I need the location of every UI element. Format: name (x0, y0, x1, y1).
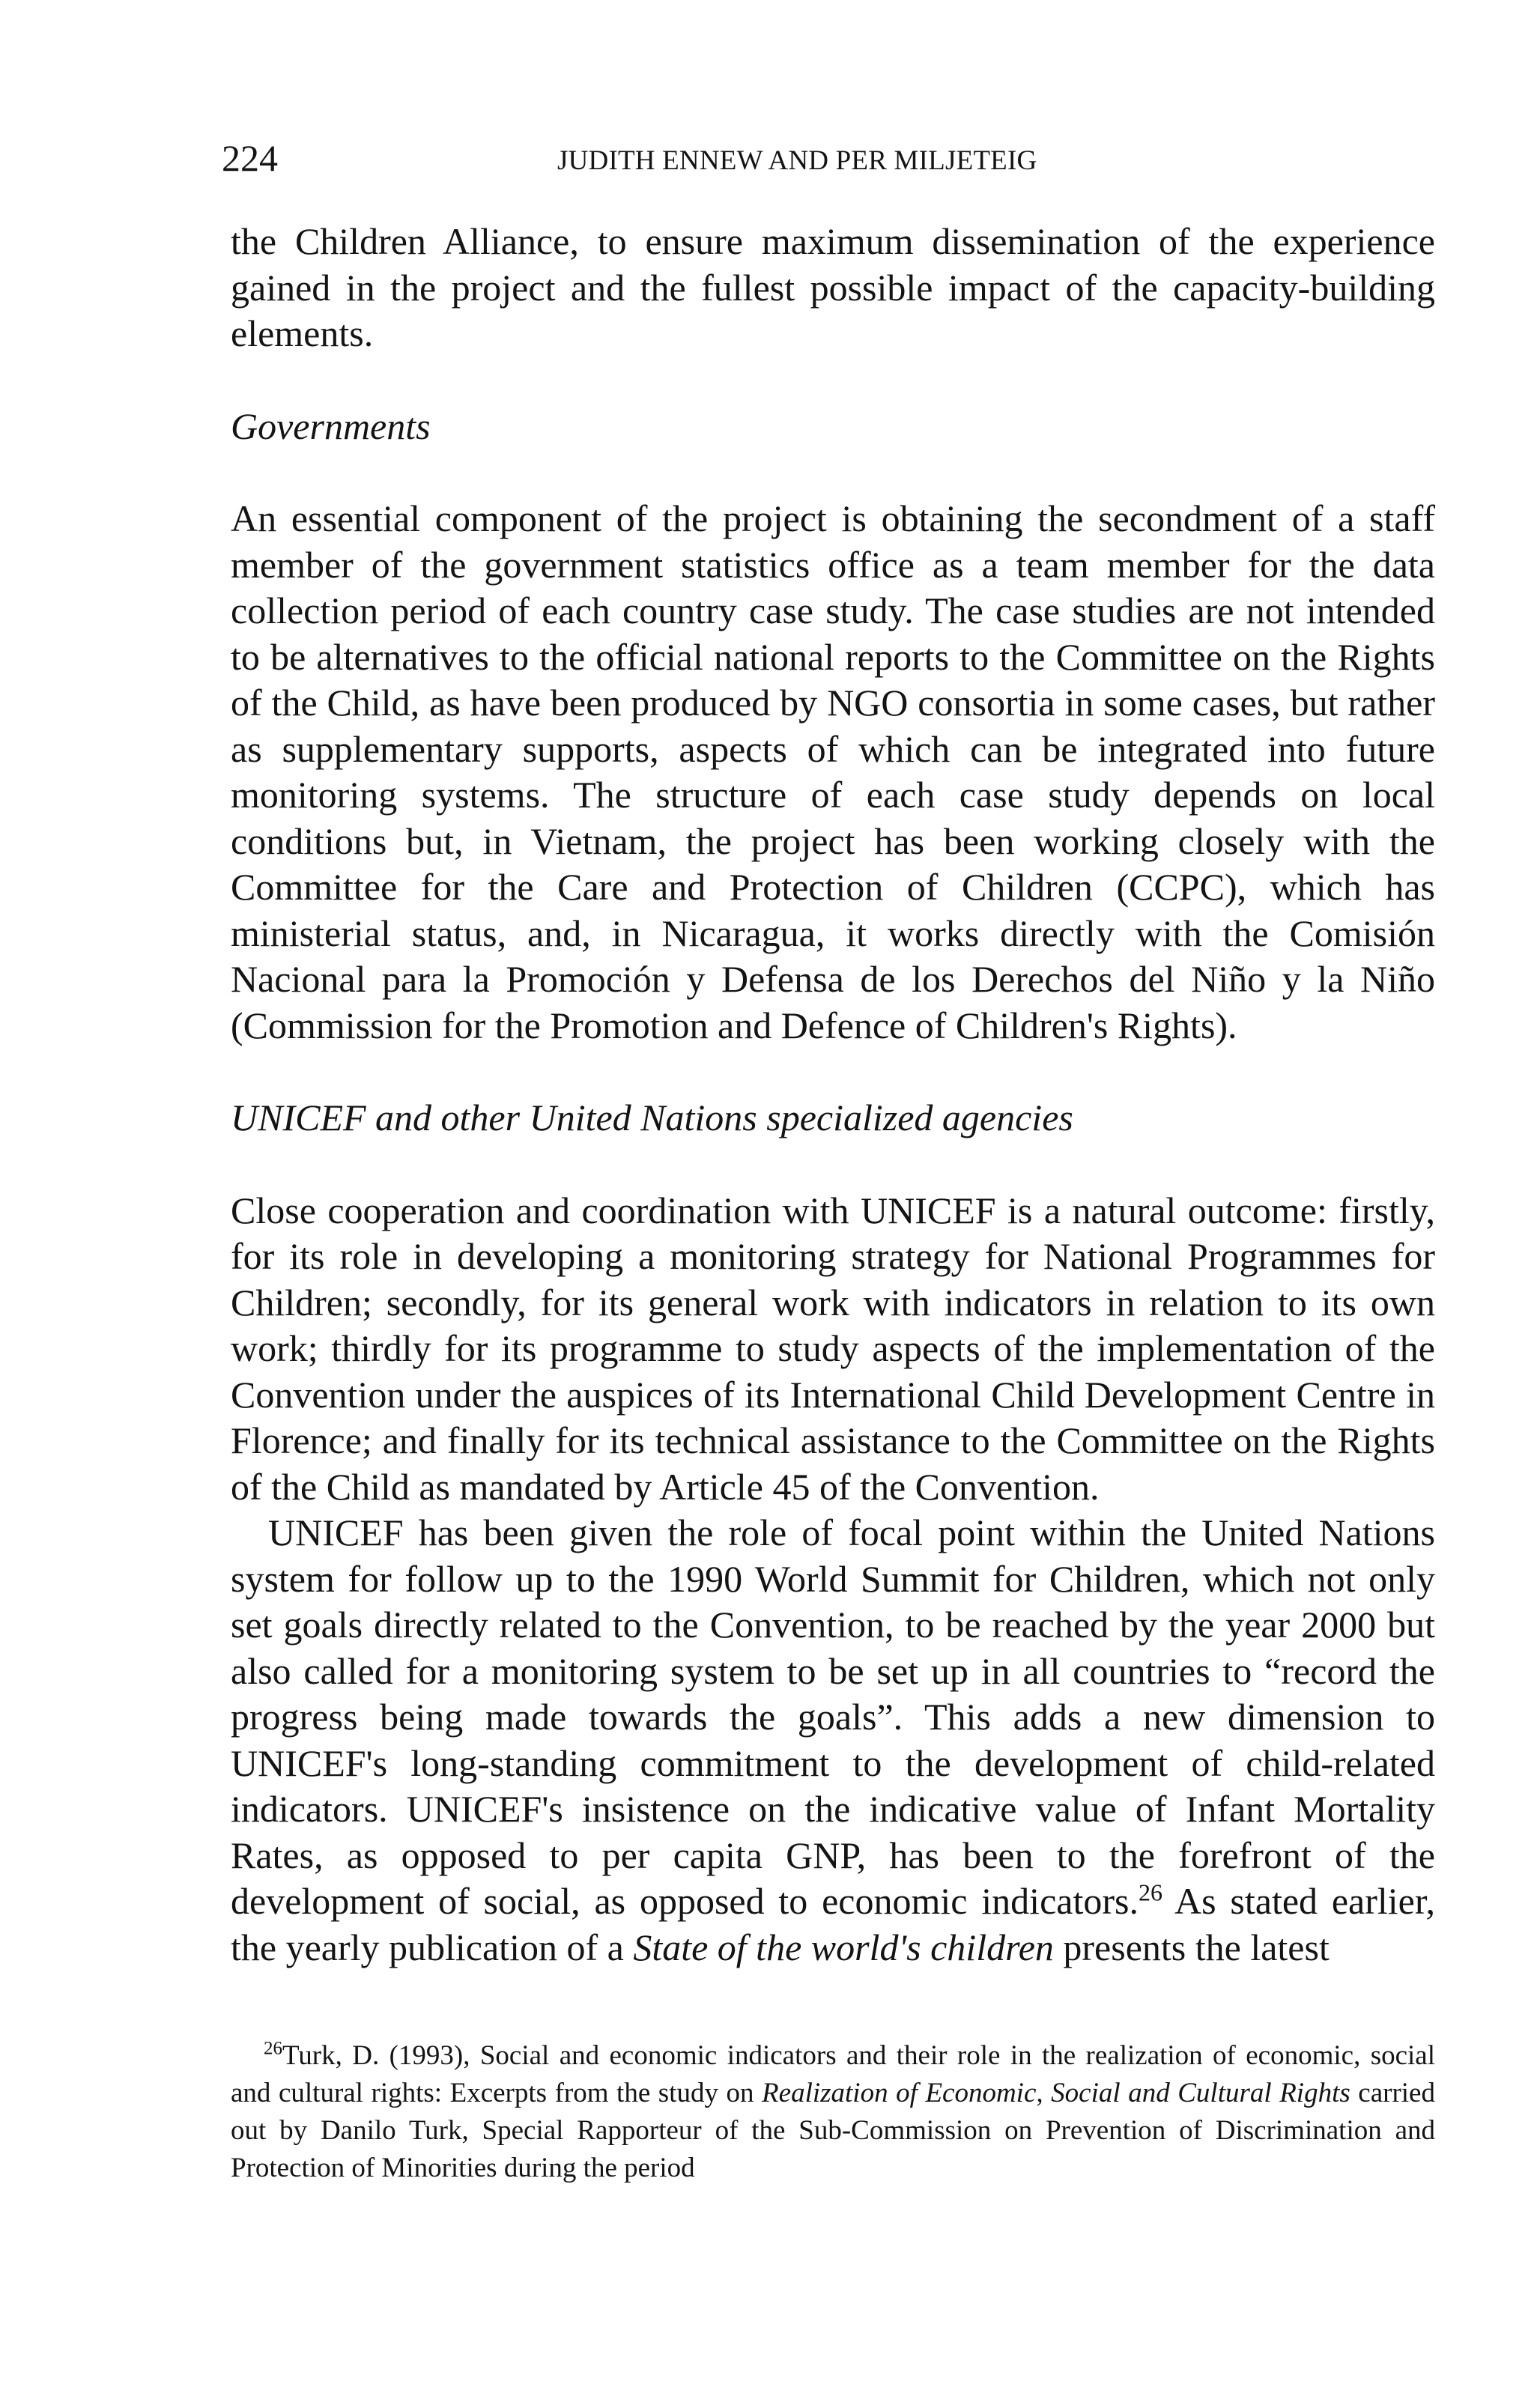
paragraph-governments: An essential component of the project is obtaining the secondment of a staff member of the government statistics office as a team member for the data collection period of each country case study. The case studies are not intended to be alternatives to the official national reports to the Committee on the Rights of the Child, as have been produced by NGO consortia in some cases, but rather as supplementary supports, aspects of which can be integrated into future monitoring systems. The structure of each case study depends on local conditions but, in Vietnam, the project has been working closely with the Committee for the Care and Protection of Children (CCPC), which has ministerial status, and, in Nicaragua, it works directly with the Comisión Nacional para la Promoción y Defensa de los Derechos del Niño y la Niño (Commission for the Promotion and Defence of Children's Rights). (231, 497, 1435, 1046)
paragraph-unicef-2 (231, 1510, 1435, 1971)
paragraph-text: UNICEF has been given the role of focal point within the United Nations system for follow up to the 1990 World Summit for Children, which not only set goals directly related to the Convention, to be reached by the year 2000 but also called for a monitoring system to be set up in all countries to “record the progress being made towards the goals”. This adds a new dimension to UNICEF's long-standing commitment to the development of child-related indicators. UNICEF's insistence on the indicative value of Infant Mortality Rates, as opposed to per capita GNP, has been to the forefront of the development of social, as opposed to economic indicators. (231, 1511, 1435, 1922)
footnote-text: Turk, D. (1993), Social and economic indicators and their role in the realization of economic, social and cultural rights: Excerpts from the study on (231, 2040, 1435, 2108)
main-text (231, 219, 1435, 1971)
spacer (231, 1049, 1435, 1095)
footnote-title: Realization of Economic, Social and Cultural Rights (762, 2078, 1350, 2108)
section-heading-governments: Governments (231, 404, 431, 447)
section-heading-unicef: UNICEF and other United Nations specialized agencies (231, 1097, 1073, 1138)
footnote (231, 2037, 1435, 2187)
spacer (231, 357, 1435, 404)
running-header (222, 132, 1435, 184)
footnote-reference[interactable]: 26 (1138, 1878, 1162, 1906)
paragraph-intro: the Children Alliance, to ensure maximum dissemination of the experience gained in the project and the fullest possible impact of the capacity-building elements. (231, 220, 1435, 354)
paragraph-text: presents the latest (1053, 1926, 1330, 1968)
spacer (231, 449, 1435, 496)
footnote-text: carried out by Danilo Turk, Special Rapporteur of the Sub-Commission on Prevention of Discrimination and Protection of Minorities during the period (231, 2078, 1435, 2183)
running-title: JUDITH ENNEW AND PER MILJETEIG (557, 145, 1037, 176)
paragraph-unicef-1: Close cooperation and coordination with UNICEF is a natural outcome: firstly, for its role in developing a monitoring strategy for National Programmes for Children; secondly, for its general work with indicators in relation to its own work; thirdly for its programme to study aspects of the implementation of the Convention under the auspices of its International Child Development Centre in Florence; and finally for its technical assistance to the Committee on the Rights of the Child as mandated by Article 45 of the Convention. (231, 1189, 1435, 1508)
page-number: 224 (222, 137, 278, 179)
footnote-number: 26 (264, 2038, 282, 2059)
publication-title: State of the world's children (633, 1926, 1054, 1968)
paragraph-text: As stated earlier, the yearly publication of a (231, 1880, 1436, 1968)
footnotes (231, 2037, 1435, 2187)
spacer (231, 1141, 1435, 1188)
